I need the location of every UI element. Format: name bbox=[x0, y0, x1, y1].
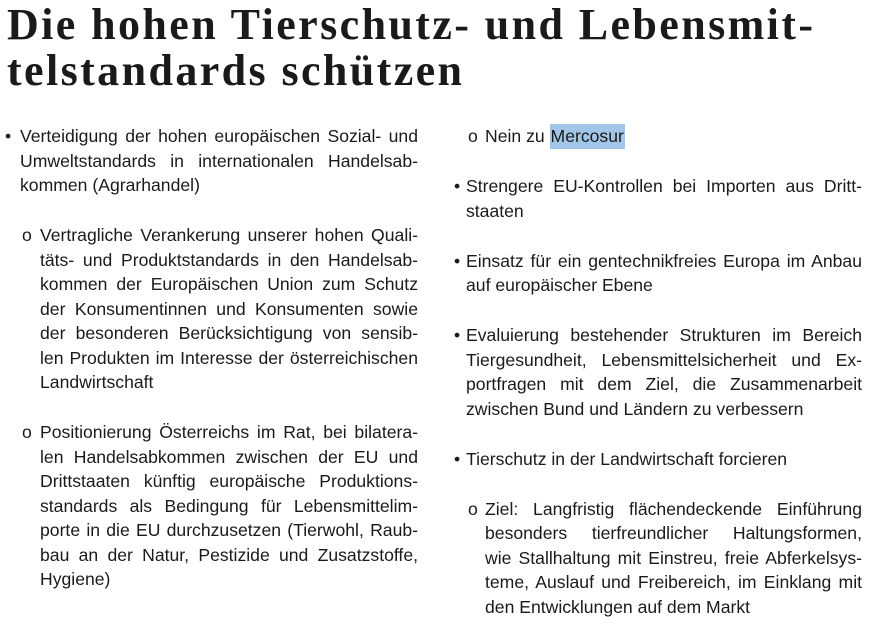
bullet-marker: • bbox=[454, 448, 461, 469]
text-line: kommen (Agrarhandel) bbox=[20, 175, 200, 195]
text-line: täts- und Produktstandards in den Handelsab- bbox=[40, 249, 418, 270]
bullet-item bbox=[0, 124, 430, 198]
bullet-marker: • bbox=[454, 176, 461, 196]
left-column bbox=[0, 124, 430, 592]
text-line: den Entwicklungen auf dem Markt bbox=[485, 596, 751, 617]
text-line: Drittstaaten künftig europäische Produktions- bbox=[40, 471, 418, 491]
sub-bullet-item bbox=[0, 420, 430, 592]
text-line: teme, Auslauf und Freibereich, im Einklang mit bbox=[485, 572, 862, 592]
title-line: telstandards schützen bbox=[7, 46, 465, 95]
text-line: zwischen Bund und Ländern zu verbessern bbox=[466, 398, 804, 419]
right-column bbox=[440, 124, 876, 619]
sub-bullet-text bbox=[40, 223, 418, 395]
sub-bullet-text bbox=[40, 420, 418, 592]
highlighted-text[interactable]: Mercosur bbox=[550, 124, 625, 149]
bullet-text bbox=[20, 124, 418, 198]
text-line: Verteidigung der hohen europäischen Sozial- und bbox=[20, 126, 418, 146]
text-line: Hygiene) bbox=[40, 569, 111, 589]
bullet-item bbox=[440, 174, 876, 223]
text-line: len Handelsabkommen zwischen der EU und bbox=[40, 446, 418, 467]
bullet-marker: • bbox=[454, 250, 461, 271]
text-line: kommen der Europäischen Union zum Schutz bbox=[40, 274, 418, 294]
bullet-text bbox=[466, 174, 862, 223]
text-line: besonders tierfreundlicher Haltungsformen, bbox=[485, 523, 862, 543]
bullet-text bbox=[466, 249, 862, 298]
bullet-text bbox=[466, 447, 862, 472]
bullet-text bbox=[466, 323, 862, 421]
bullet-marker: • bbox=[5, 126, 12, 146]
text-line: bau an der Natur, Pestizide und Zusatzstoffe, bbox=[40, 544, 418, 565]
text-line: Ziel: Langfristig flächendeckende Einführung bbox=[485, 498, 862, 519]
text-line: Tiergesundheit, Lebensmittelsicherheit und Ex- bbox=[466, 349, 862, 370]
text-line: staaten bbox=[466, 200, 524, 221]
bullet-item bbox=[440, 447, 876, 472]
bullet-marker: • bbox=[454, 325, 461, 345]
page-title bbox=[7, 2, 815, 94]
text-line: auf europäischer Ebene bbox=[466, 275, 653, 295]
text-line: portfragen mit dem Ziel, die Zusammenarbeit bbox=[466, 374, 862, 394]
bullet-item bbox=[440, 249, 876, 298]
text-line bbox=[485, 124, 862, 149]
text-line: porte in die EU durchzusetzen (Tierwohl, Raub- bbox=[40, 520, 418, 540]
text-line: standards als Bedingung für Lebensmittelim- bbox=[40, 495, 418, 516]
sub-bullet-marker: o bbox=[468, 126, 478, 146]
sub-bullet-item bbox=[0, 223, 430, 395]
sub-bullet-item bbox=[440, 124, 876, 149]
text-line: der besonderen Berücksichtigung von sensib- bbox=[40, 323, 418, 343]
title-line: Die hohen Tierschutz- und Lebensmit- bbox=[7, 0, 816, 49]
text-line: Vertragliche Verankerung unserer hohen Quali- bbox=[40, 225, 418, 245]
sub-bullet-marker: o bbox=[22, 422, 32, 442]
sub-bullet-text bbox=[485, 124, 862, 149]
sub-bullet-marker: o bbox=[22, 225, 32, 245]
text-line: Positionierung Österreichs im Rat, bei bilatera- bbox=[40, 422, 418, 442]
sub-bullet-text bbox=[485, 497, 862, 620]
text-line: der Konsumentinnen und Konsumenten sowie bbox=[40, 298, 418, 319]
text-line: Evaluierung bestehender Strukturen im Bereich bbox=[466, 325, 862, 345]
bullet-item bbox=[440, 323, 876, 421]
text-line: len Produkten im Interesse der österreichischen bbox=[40, 347, 418, 368]
item-text: Nein zu bbox=[485, 126, 545, 146]
text-line: Landwirtschaft bbox=[40, 372, 154, 392]
text-line: Einsatz für ein gentechnikfreies Europa im Anbau bbox=[466, 250, 862, 271]
sub-bullet-item bbox=[440, 497, 876, 620]
text-line: Strengere EU-Kontrollen bei Importen aus Dritt- bbox=[466, 176, 862, 196]
text-line: wie Stallhaltung mit Einstreu, freie Abferkelsys- bbox=[485, 547, 862, 568]
text-line: Tierschutz in der Landwirtschaft forcieren bbox=[466, 448, 788, 469]
sub-bullet-marker: o bbox=[468, 498, 478, 519]
text-line: Umweltstandards in internationalen Handelsab- bbox=[20, 150, 418, 171]
